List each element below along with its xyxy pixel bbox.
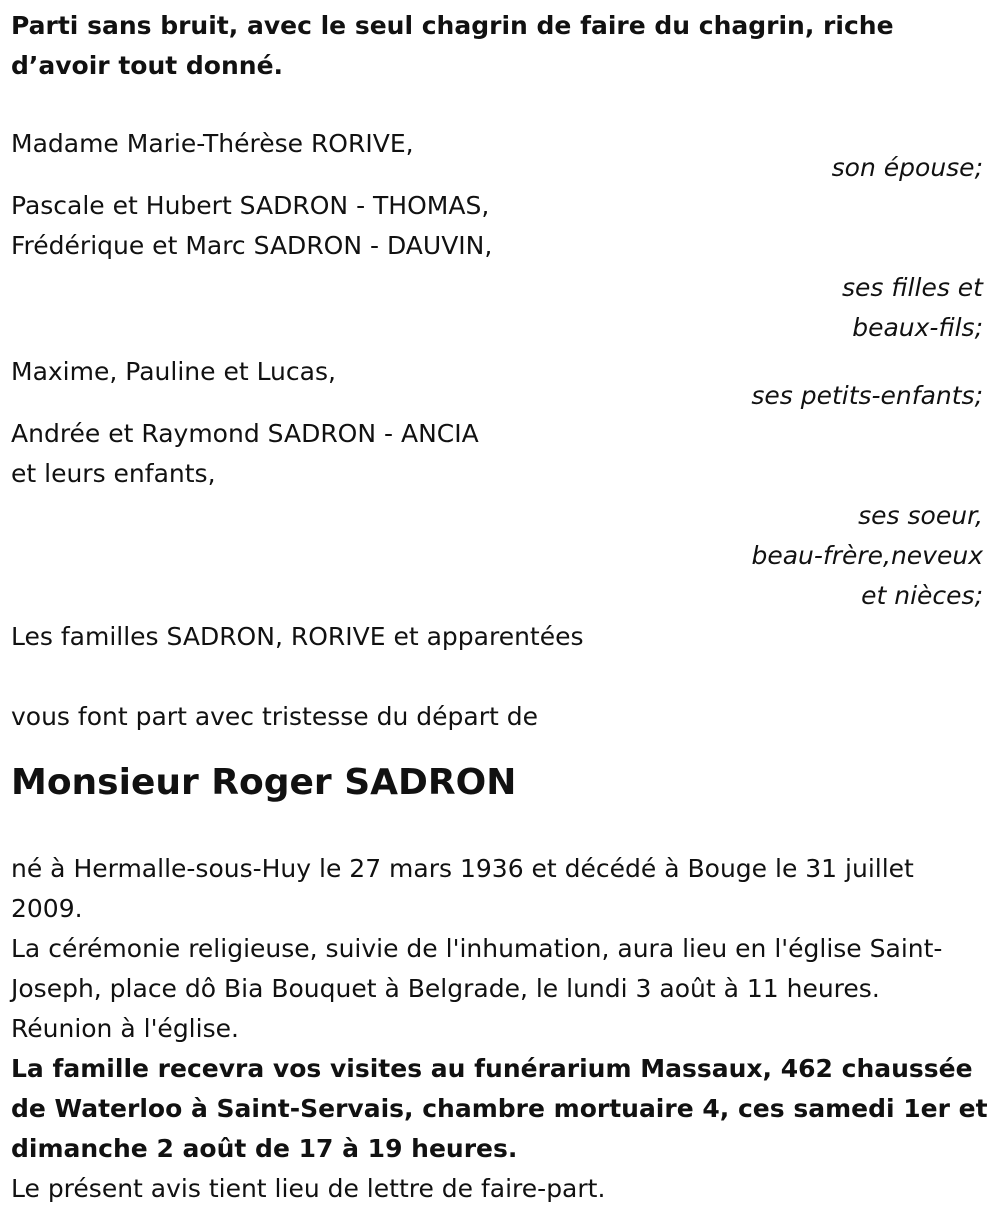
spacer	[11, 86, 991, 124]
relative-name: Pascale et Hubert SADRON - THOMAS,	[11, 191, 490, 220]
relative-role: ses petits-enfants;	[751, 381, 983, 410]
relative-group-daughters	[11, 186, 991, 348]
relative-name: Frédérique et Marc SADRON - DAUVIN,	[11, 231, 493, 260]
ceremony-details: La cérémonie religieuse, suivie de l'inhumation, aura lieu en l'église Saint-Joseph, place dô Bia Bouquet à Belgrade, le lundi 3 août à 11 heures.	[11, 934, 943, 1003]
relative-role: son épouse;	[831, 153, 983, 182]
families-line: Les familles SADRON, RORIVE et apparentées	[11, 622, 584, 651]
deceased-name: Monsieur Roger SADRON	[11, 762, 517, 803]
meeting-details: Réunion à l'église.	[11, 1014, 239, 1043]
spacer	[11, 657, 991, 697]
announcement-line: vous font part avec tristesse du départ de	[11, 702, 538, 731]
relative-role: ses filles et beaux-fils;	[842, 273, 983, 342]
intro-quote: Parti sans bruit, avec le seul chagrin de faire du chagrin, riche d’avoir tout donné.	[11, 11, 894, 80]
spacer	[11, 737, 991, 759]
relative-name: Maxime, Pauline et Lucas,	[11, 357, 336, 386]
spacer	[11, 807, 991, 849]
birth-death-details: né à Hermalle-sous-Huy le 27 mars 1936 et décédé à Bouge le 31 juillet 2009.	[11, 854, 914, 923]
relative-role: ses soeur, beau-frère,neveux et nièces;	[751, 501, 983, 610]
relative-group-spouse	[11, 124, 991, 188]
visits-details: La famille recevra vos visites au funérarium Massaux, 462 chaussée de Waterloo à Saint-Servais, chambre mortuaire 4, ces samedi 1er et dimanche 2 août de 17 à 19 heures.	[11, 1054, 988, 1163]
relative-name: et leurs enfants,	[11, 459, 216, 488]
relative-name: Madame Marie-Thérèse RORIVE,	[11, 129, 414, 158]
relative-group-grandchildren	[11, 352, 991, 416]
relative-name: Andrée et Raymond SADRON - ANCIA	[11, 419, 479, 448]
relative-group-sister	[11, 414, 991, 616]
notice-line: Le présent avis tient lieu de lettre de faire-part.	[11, 1174, 606, 1203]
